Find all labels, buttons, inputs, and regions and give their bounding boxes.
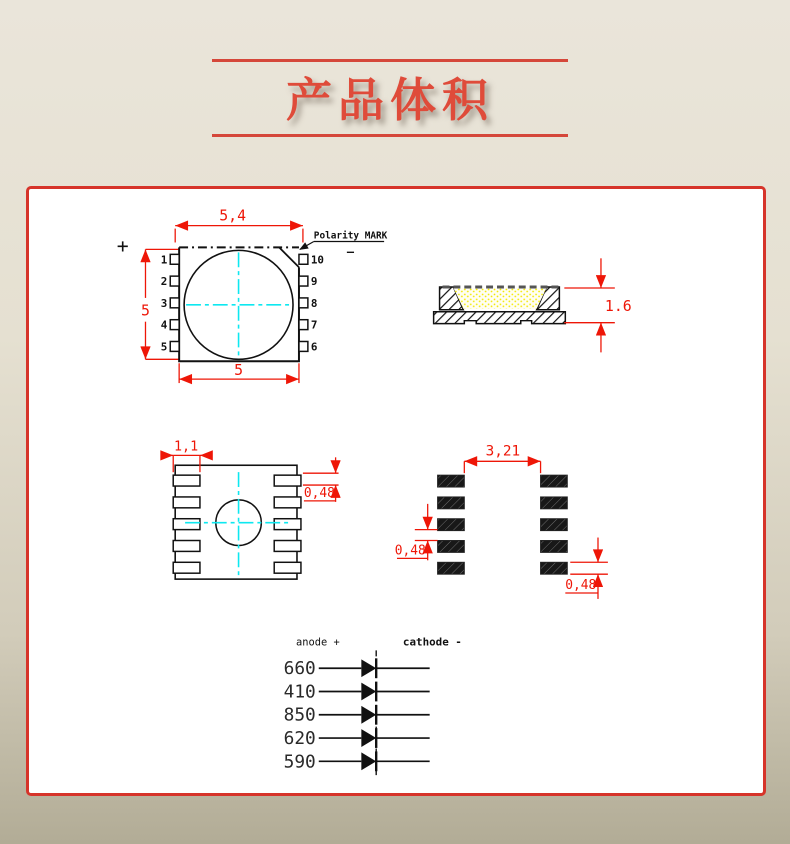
dim-pad-gap-label: 0,48 (394, 543, 426, 559)
wavelength-label: 660 (283, 658, 316, 680)
pin-label-3: 3 (160, 296, 168, 310)
dim-inner-span-label: 3,21 (485, 443, 521, 460)
pin-label-1: 1 (160, 253, 168, 267)
dim-height-label: 5 (141, 301, 150, 320)
diode-symbol (361, 683, 376, 701)
dim-thickness-label: 1.6 (604, 296, 632, 315)
diode-row-850 (284, 705, 430, 726)
minus-mark: — (346, 244, 355, 259)
wavelength-label: 620 (283, 727, 316, 749)
diode-row-590 (284, 751, 430, 772)
header-rule-top (212, 59, 568, 62)
pin-label-2: 2 (160, 275, 168, 289)
wavelength-label: 410 (283, 681, 316, 703)
package-side-view (434, 258, 632, 352)
plus-mark: + (116, 234, 129, 258)
polarity-mark-label: Polarity MARK (313, 230, 388, 242)
dimension-outer-width (175, 207, 303, 243)
dim-outer-width-label: 5,4 (219, 206, 247, 225)
dimension-inner-span (464, 443, 540, 473)
pin-label-6: 6 (310, 340, 318, 354)
dim-pad-height-label: 0,48 (303, 485, 335, 501)
pin-label-4: 4 (160, 318, 168, 332)
package-base (434, 312, 566, 324)
pin-label-9: 9 (310, 275, 318, 289)
dimension-inner-width (179, 361, 299, 383)
dim-pad-height-right-label: 0,48 (565, 578, 597, 594)
circuit-diagram (284, 635, 462, 775)
pin-label-10: 10 (310, 253, 324, 267)
dimension-pad-height (303, 457, 339, 502)
page-title: 产品体积 (286, 74, 494, 126)
phosphor-cavity (453, 288, 546, 309)
dimension-pad-gap (395, 504, 438, 560)
diode-symbol (361, 729, 376, 747)
layout-pads (438, 475, 568, 574)
dimension-pad-height-right (565, 538, 608, 599)
diode-symbol (361, 659, 376, 677)
wavelength-label: 850 (283, 704, 316, 726)
package-top-view (117, 207, 388, 383)
diode-symbol (361, 752, 376, 770)
wavelength-label: 590 (283, 751, 316, 773)
pin-label-7: 7 (310, 318, 318, 332)
diode-row-410 (284, 681, 430, 702)
package-bottom-view (161, 439, 338, 579)
diode-row-620 (284, 728, 430, 749)
technical-drawing (29, 189, 763, 793)
dim-inner-width-label: 5 (234, 361, 244, 380)
pin-label-8: 8 (310, 296, 318, 310)
diode-row-660 (284, 658, 430, 679)
dim-pad-width-label: 1,1 (174, 439, 199, 455)
anode-label: anode + (295, 636, 340, 649)
cathode-label: cathode - (402, 635, 462, 649)
diode-symbol (361, 706, 376, 724)
drawing-panel (26, 186, 766, 796)
dimension-thickness (564, 258, 631, 352)
solder-pad-layout (395, 443, 608, 599)
header-rule-bottom (212, 134, 568, 137)
pin-label-5: 5 (160, 340, 168, 354)
